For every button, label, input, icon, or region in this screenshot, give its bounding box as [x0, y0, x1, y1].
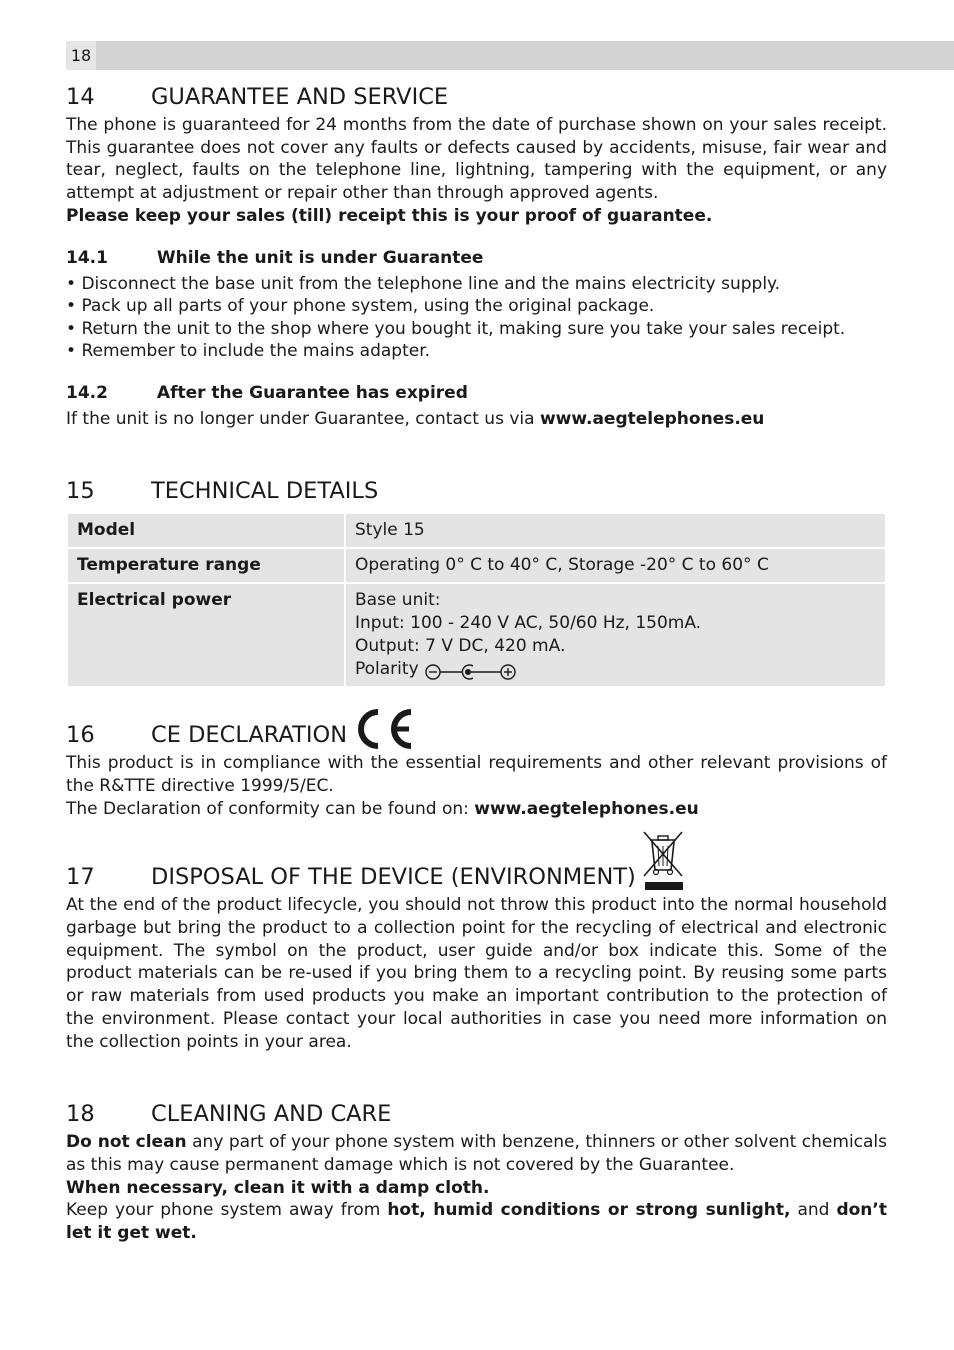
page-header-band [66, 41, 954, 70]
table-value [346, 584, 885, 686]
power-line: Input: 100 - 240 V AC, 50/60 Hz, 150mA. [355, 613, 702, 634]
guarantee-note [66, 205, 887, 228]
expired-text: If the unit is no longer under Guarantee, contact us via [66, 408, 540, 429]
website-link[interactable]: www.aegtelephones.eu [474, 798, 699, 819]
table-key: Electrical power [68, 584, 344, 686]
ce-conformity-text [66, 798, 887, 821]
table-key: Model [68, 514, 344, 547]
section-title: DISPOSAL OF THE DEVICE (ENVIRONMENT) [151, 864, 636, 891]
table-key: Temperature range [68, 549, 344, 582]
table-row [68, 514, 885, 547]
page-content [66, 82, 887, 1245]
guarantee-intro: The phone is guaranteed for 24 months from the date of purchase shown on your sales receipt. This guarantee does not cover any faults or defects caused by accidents, misuse, fair wear and tear, neglect, faults on the telephone line, lightning, tampering with the equipment, or any attempt at adjustment or repair other than through approved agents. [66, 115, 887, 204]
subsection-14-1-heading [66, 247, 887, 270]
table-row [68, 549, 885, 582]
section-number: 16 [66, 722, 95, 749]
section-title: CLEANING AND CARE [151, 1101, 392, 1128]
cleaning-paragraph [66, 1131, 887, 1176]
damp-cloth-note [66, 1177, 887, 1200]
power-polarity [355, 658, 876, 681]
storage-paragraph [66, 1199, 887, 1244]
subsection-title: While the unit is under Guarantee [156, 247, 484, 268]
website-link[interactable]: www.aegtelephones.eu [539, 408, 765, 429]
conformity-label: The Declaration of conformity can be found on: [66, 798, 475, 819]
section-15-heading [66, 476, 887, 506]
section-17-heading [66, 830, 887, 892]
section-title: TECHNICAL DETAILS [151, 478, 379, 505]
section-number: 14 [66, 84, 95, 110]
section-16-heading [66, 708, 887, 750]
polarity-label: Polarity [355, 659, 419, 680]
section-title: CE DECLARATION [151, 722, 348, 749]
power-line: Output: 7 V DC, 420 mA. [355, 636, 566, 657]
page-number: 18 [66, 41, 96, 70]
section-title: GUARANTEE AND SERVICE [151, 84, 449, 110]
technical-details-table [66, 512, 887, 688]
storage-bold: hot, humid conditions or strong sunlight, [387, 1200, 791, 1221]
section-number: 17 [66, 864, 95, 891]
damp-cloth-bold: When necessary, clean it with a damp cloth. [66, 1177, 490, 1198]
storage-text: Keep your phone system away from [66, 1200, 388, 1221]
list-item: • Remember to include the mains adapter. [66, 340, 887, 363]
subsection-number: 14.1 [66, 247, 108, 268]
list-item: • Pack up all parts of your phone system, using the original package. [66, 295, 887, 318]
disposal-text: At the end of the product lifecycle, you should not throw this product into the normal household garbage but bring the product to a collection point for the recycling of electrical and electronic equipment. The symbol on the product, user guide and/or box indicate this. Some of the product materials can be re-used if you bring them to a recycling point. By reusing some parts or raw materials from used products you make an important contribution to the protection of the environment. Please contact your local authorities in case you need more information on the collection points in your area. [66, 895, 887, 1052]
table-value: Style 15 [346, 514, 885, 547]
cleaning-bold: Do not clean [66, 1132, 187, 1153]
cleaning-text: any part of your phone system with benzene, thinners or other solvent chemicals as this may cause permanent damage which is not covered by the Guarantee. [66, 1132, 888, 1175]
expired-guarantee-text [66, 408, 887, 431]
section-number: 18 [66, 1101, 95, 1128]
polarity-icon [424, 661, 516, 681]
storage-text: and [790, 1200, 837, 1221]
storage-bold: don’t let it get wet. [66, 1200, 887, 1244]
table-value: Operating 0° C to 40° C, Storage -20° C to 60° C [346, 549, 885, 582]
section-number: 15 [66, 478, 95, 505]
guarantee-steps-list [66, 273, 887, 363]
list-item: • Return the unit to the shop where you bought it, making sure you take your sales receipt. [66, 318, 887, 341]
section-14-heading [66, 82, 887, 112]
subsection-title: After the Guarantee has expired [156, 382, 468, 403]
weee-bin-icon [642, 830, 684, 892]
list-item: • Disconnect the base unit from the telephone line and the mains electricity supply. [66, 273, 887, 296]
guarantee-note-bold: Please keep your sales (till) receipt this is your proof of guarantee. [66, 205, 713, 226]
subsection-14-2-heading [66, 382, 887, 405]
power-line: Base unit: [355, 590, 441, 611]
table-row [68, 584, 885, 686]
section-18-heading [66, 1099, 887, 1129]
ce-mark-icon [353, 708, 415, 750]
subsection-number: 14.2 [66, 382, 108, 403]
ce-declaration-text: This product is in compliance with the essential requirements and other relevant provisions of the R&TTE directive 1999/5/EC. [66, 753, 887, 796]
